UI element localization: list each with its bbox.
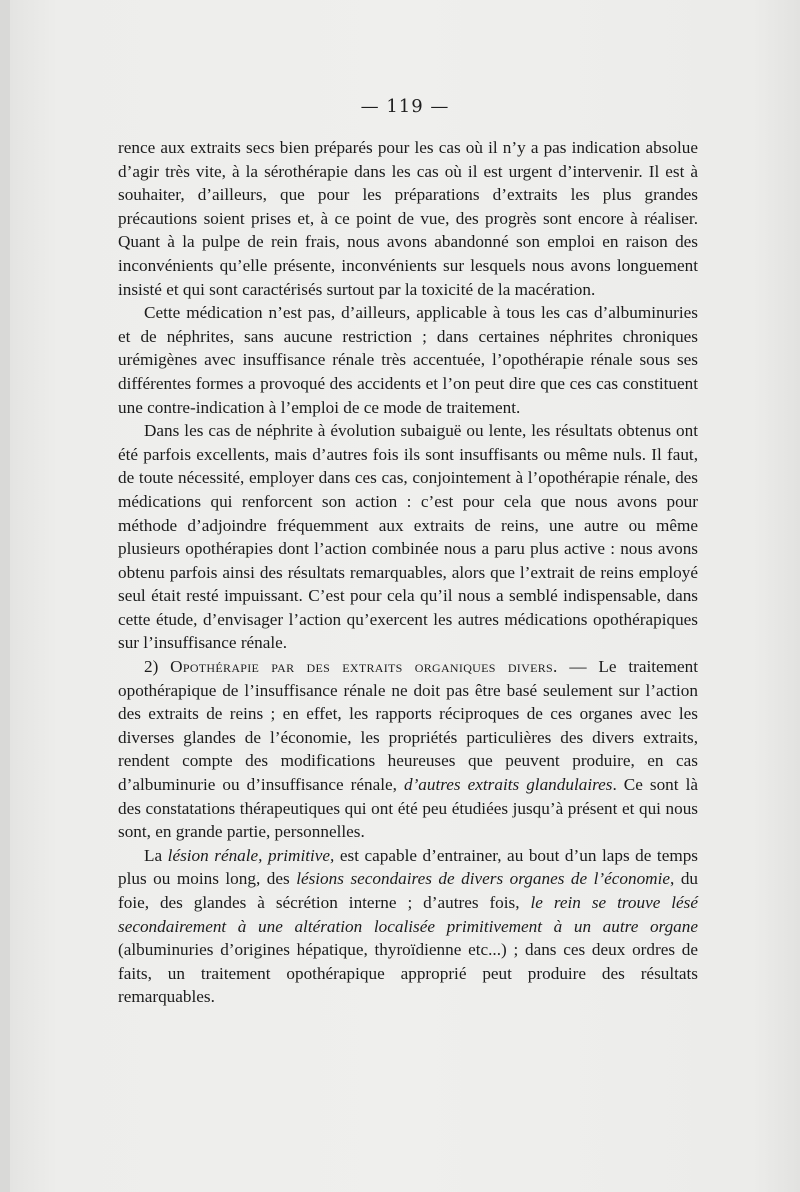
paragraph-4 (118, 655, 698, 844)
paragraph-5-text-d: (albuminuries d’origines hépatique, thyroïdienne etc...) ; dans ces deux ordres de faits, un traitement opothérapique approprié peut produire des résultats remarquables. (118, 940, 698, 1007)
paragraph-5-text-a: La (144, 845, 168, 865)
paragraph-5-emphasis-b: lésions secondaires de divers organes de l’économie (296, 869, 671, 889)
paragraph-5-emphasis-c: le rein se trouve lésé secondairement à une altération localisée primitivement à un autre organe (118, 893, 699, 936)
paragraph-5-text-c: , du foie, des glandes à sécrétion interne ; d’autres fois, (118, 869, 699, 912)
paragraph-5-emphasis-a: lésion rénale, primitive, (167, 845, 335, 865)
paragraph-4-emphasis: d’autres extraits glandulaires (403, 775, 613, 795)
paragraph-1: rence aux extraits secs bien préparés pour les cas où il n’y a pas indication absolue d’agir très vite, à la sérothérapie dans les cas où il est urgent d’intervenir. Il est à souhaiter, d’ailleurs, que pour les préparations d’extraits les plus grandes précautions soient prises et, à ce point de vue, des progrès sont encore à réaliser. Quant à la pulpe de rein frais, nous avons abandonné son emploi en raison des inconvénients qu’elle présente, inconvénients sur lesquels nous avons longuement insisté et qui sont caractérisés surtout par la toxicité de la macération. (118, 138, 698, 299)
book-page (10, 0, 800, 1192)
paragraph-5 (118, 844, 698, 1009)
page-body (118, 136, 698, 1009)
paragraph-4-text-a: — Le traitement opothérapique de l’insuffisance rénale ne doit pas être basé seulement sur l’action des extraits de reins ; en effet, les rapports réciproques de ces organes avec les diverses glandes de l’économie, les propriétés particulières des divers extraits, rendent compte des modifications heureuses que peuvent produire, en cas d’albuminurie ou d’insuffisance rénale, (118, 657, 698, 795)
paragraph-5-text-b: est capable d’entrainer, au bout d’un laps de temps plus ou moins long, des (118, 845, 698, 889)
section-number: 2) (144, 657, 159, 677)
page-number: — 119 — (360, 96, 450, 117)
paragraph-2: Cette médication n’est pas, d’ailleurs, applicable à tous les cas d’albuminuries et de néphrites, sans aucune restriction ; dans certaines néphrites chroniques urémigènes avec insuffisance rénale très accentuée, l’opothérapie rénale sous ses différentes formes a provoqué des accidents et l’on peut dire que ces cas constituent une contre-indication à l’emploi de ce mode de traitement. (118, 303, 698, 417)
paragraph-4-text-b: . Ce sont là des constatations thérapeutiques qui ont été peu étudiées jusqu’à présent et qui nous sont, en grande partie, personnelles. (118, 775, 698, 842)
paragraph-3: Dans les cas de néphrite à évolution subaiguë ou lente, les résultats obtenus ont été parfois excellents, mais d’autres fois ils sont insuffisants ou même nuls. Il faut, de toute nécessité, employer dans ces cas, conjointement à l’opothérapie rénale, des médications qui renforcent son action : c’est pour cela que nous avons pour méthode d’adjoindre fréquemment aux extraits de reins, une autre ou même plusieurs opothérapies dont l’action combinée nous a paru plus active : nous avons obtenu parfois ainsi des résultats remarquables, alors que l’extrait de reins employé seul était resté impuissant. C’est pour cela qu’il nous a semblé indispensable, dans cette étude, d’envisager l’action qu’exercent les autres médications opothérapiques sur l’insuffisance rénale. (118, 421, 698, 653)
section-heading: Opothérapie par des extraits organiques divers. (170, 657, 558, 677)
